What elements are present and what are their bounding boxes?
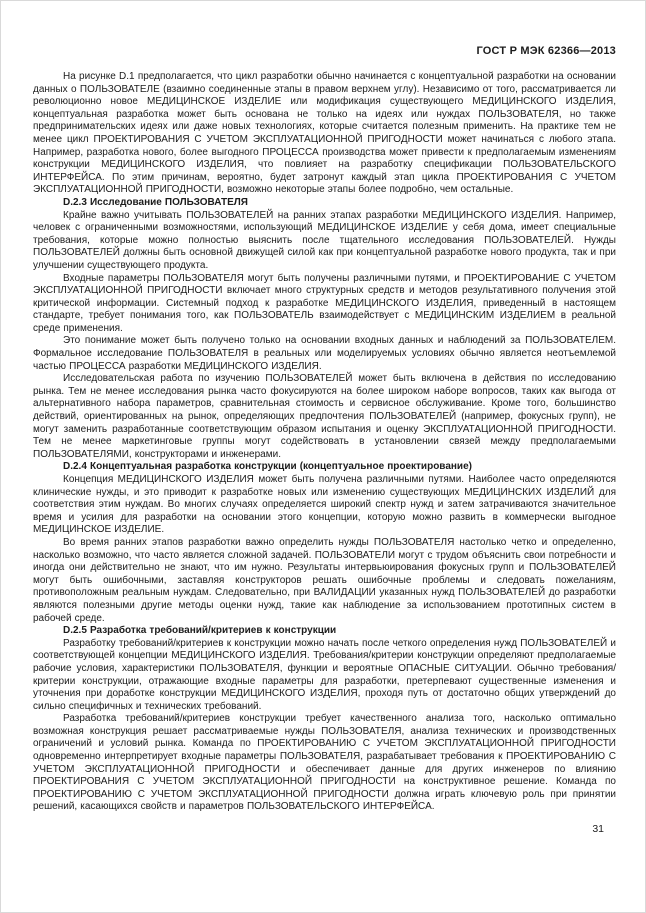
paragraph: Входные параметры ПОЛЬЗОВАТЕЛЯ могут быть получены различными путями, и ПРОЕКТИРОВАНИЕ С УЧЕТОМ ЭКСПЛУАТАЦИОННОЙ ПРИГОДНОСТИ включает много структурных средств и методов результативного получения этой критической информации. Системный подход к разработке МЕДИЦИНСКОГО ИЗДЕЛИЯ, приведенный в настоящем стандарте, требует понимания того, как ПОЛЬЗОВАТЕЛЬ взаимодействует с МЕДИЦИНСКИМ ИЗДЕЛИЕМ в реальной среде применения. (33, 272, 616, 334)
paragraph: Это понимание может быть получено только на основании входных данных и наблюдений за ПОЛЬЗОВАТЕЛЕМ. Формальное исследование ПОЛЬЗОВАТЕЛЯ в реальных или моделируемых условиях обычно является неотъемлемой частью ПРОЦЕССА разработки МЕДИЦИНСКОГО ИЗДЕЛИЯ. (33, 335, 616, 372)
paragraph: Во время ранних этапов разработки важно определить нужды ПОЛЬЗОВАТЕЛЯ настолько четко и определенно, насколько возможно, что часто является сложной задачей. ПОЛЬЗОВАТЕЛИ могут с трудом объяснить свои потребности и иногда они действительно не знают, что им нужно. Результаты интервьюирования фокусных групп и ПОЛЬЗОВАТЕЛЕЙ могут быть ошибочными, заставляя конструкторов решать ошибочные проблемы и следовать пожеланиям, противоположным реальным нуждам. Следовательно, при ВАЛИДАЦИИ указанных нужд ПОЛЬЗОВАТЕЛЕЙ до разработки являются полезными другие методы оценки нужд, такие как наблюдение за использованием прототипных систем в рабочей среде. (33, 536, 616, 624)
page-number: 31 (592, 823, 604, 836)
doc-header-title: ГОСТ Р МЭК 62366—2013 (476, 45, 616, 57)
paragraph: Разработка требований/критериев конструкции требует качественного анализа того, насколько оптимально возможная конструкция решает рассматриваемые нужды ПОЛЬЗОВАТЕЛЯ, анализа технических и производственных ограничений и условий рынка. Команда по ПРОЕКТИРОВАНИЮ С УЧЕТОМ ЭКСПЛУАТАЦИОННОЙ ПРИГОДНОСТИ одновременно интерпретирует входные параметры ПОЛЬЗОВАТЕЛЯ, разрабатывает требования к ПРОЕКТИРОВАНИЮ С УЧЕТОМ ЭКСПЛУАТАЦИОННОЙ ПРИГОДНОСТИ и обеспечивает данные для других инженеров по влиянию ПРОЕКТИРОВАНИЯ С УЧЕТОМ ЭКСПЛУАТАЦИОННОЙ ПРИГОДНОСТИ на конструктивное решение. Команда по ПРОЕКТИРОВАНИЮ С УЧЕТОМ ЭКСПЛУАТАЦИОННОЙ ПРИГОДНОСТИ должна играть ключевую роль при принятии решений, касающихся свойств и параметров ПОЛЬЗОВАТЕЛЬСКОГО ИНТЕРФЕЙСА. (33, 713, 616, 813)
paragraph: Крайне важно учитывать ПОЛЬЗОВАТЕЛЕЙ на ранних этапах разработки МЕДИЦИНСКОГО ИЗДЕЛИЯ. Например, человек с ограниченными возможностями, использующий МЕДИЦИНСКОЕ ИЗДЕЛИЕ у себя дома, имеет специальные требования, которые можно полностью выяснить после тщательного исследования ПОЛЬЗОВАТЕЛЕЙ. Нужды ПОЛЬЗОВАТЕЛЕЙ должны быть основной движущей силой как при концептуальной разработке нового продукта, так и при улучшении существующего продукта. (33, 209, 616, 271)
paragraph: Разработку требований/критериев к конструкции можно начать после четкого определения нужд ПОЛЬЗОВАТЕЛЕЙ и соответствующей концепции МЕДИЦИНСКОГО ИЗДЕЛИЯ. Требования/критерии конструкции определяют предполагаемые рабочие условия, характеристики ПОЛЬЗОВАТЕЛЯ, функции и вероятные ОПАСНЫЕ СИТУАЦИИ. Обычно требования/критерии конструкции, отражающие входные параметры для разработки, претерпевают существенные изменения и уточнения при доработке конструкции МЕДИЦИНСКОГО ИЗДЕЛИЯ, проходя путь от достаточно общих утверждений до сильно специфичных и технических требований. (33, 637, 616, 712)
paragraph: Исследовательская работа по изучению ПОЛЬЗОВАТЕЛЕЙ может быть включена в действия по исследованию рынка. Тем не менее исследования рынка часто фокусируются на более широком наборе вопросов, таких как выгода от альтернативного набора параметров, сравнительная стоимость и сервисное обслуживание. Кроме того, большинство действий, ориентированных на рынок, определяющих предпочтения ПОЛЬЗОВАТЕЛЕЙ (например, фокусных групп), не могут заменить разработанные соответствующим образом испытания и оценку ЭКСПЛУАТАЦИОННОЙ ПРИГОДНОСТИ. Тем не менее маркетинговые группы могут содействовать в установлении связей между предполагаемыми ПОЛЬЗОВАТЕЛЯМИ, конструкторами и инженерами. (33, 373, 616, 460)
document-body (33, 71, 616, 814)
section-heading-d-2-5: D.2.5 Разработка требований/критериев к конструкции (63, 625, 337, 637)
paragraph: На рисунке D.1 предполагается, что цикл разработки обычно начинается с концептуальной разработки на основании данных о ПОЛЬЗОВАТЕЛЕ (взаимно соединенные этапы в правом верхнем углу). Независимо от того, рассматривается ли революционно новое МЕДИЦИНСКОЕ ИЗДЕЛИЕ или модификация существующего МЕДИЦИНСКОГО ИЗДЕЛИЯ, концептуальная разработка может быть основана не только на идеях или нуждах ПОЛЬЗОВАТЕЛЯ, но также предпринимательских идеях или даже новых технологиях, которые считается полезным применить. На практике тем не менее цикл ПРОЕКТИРОВАНИЯ С УЧЕТОМ ЭКСПЛУАТАЦИОННОЙ ПРИГОДНОСТИ может начинаться с любого этапа. Например, разработка нового, более выгодного ПРОЦЕССА производства может привести к предполагаемым изменениям конструкции МЕДИЦИНСКОГО ИЗДЕЛИЯ, что повлияет на разработку спецификации ПОЛЬЗОВАТЕЛЬСКОГО ИНТЕРФЕЙСА. По этим причинам, вероятно, будет затронут каждый этап цикла ПРОЕКТИРОВАНИЯ С УЧЕТОМ ЭКСПЛУАТАЦИОННОЙ ПРИГОДНОСТИ, возможно некоторые этапы более подробно, чем остальные. (33, 71, 616, 196)
section-heading-d-2-3: D.2.3 Исследование ПОЛЬЗОВАТЕЛЯ (63, 196, 248, 208)
paragraph: Концепция МЕДИЦИНСКОГО ИЗДЕЛИЯ может быть получена различными путями. Наиболее часто определяются клинические нужды, и это приводит к разработке новых или изменению существующих МЕДИЦИНСКИХ ИЗДЕЛИЙ для соответствия этим нуждам. Во многих случаях определяется широкий спектр нужд и затем затрачиваются значительное время и усилия для разработки на основании этого концепции, которую можно развить в коммерчески выгодное МЕДИЦИНСКОЕ ИЗДЕЛИЕ. (33, 474, 616, 536)
section-heading-d-2-4: D.2.4 Концептуальная разработка конструкции (концептуальное проектирование) (63, 461, 472, 473)
